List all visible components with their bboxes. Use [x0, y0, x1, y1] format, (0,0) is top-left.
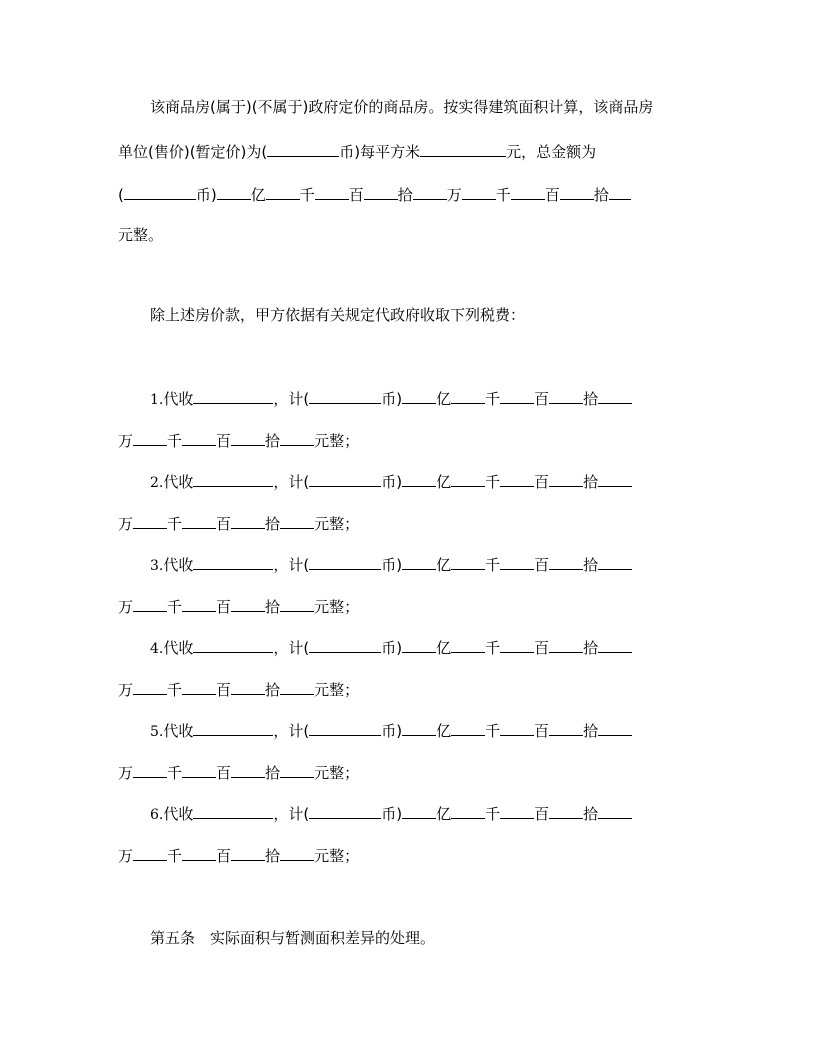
amount-blank[interactable] — [182, 429, 216, 446]
amount-blank[interactable] — [598, 636, 632, 653]
amount-blank[interactable] — [280, 844, 314, 861]
price-paragraph-line-3: ( 币) 亿 千 百 拾 万 千 百 拾 — [118, 183, 631, 205]
amount-blank[interactable] — [549, 802, 583, 819]
tax-name-blank[interactable] — [193, 802, 273, 819]
amount-blank[interactable] — [266, 183, 300, 200]
amount-blank[interactable] — [462, 183, 496, 200]
amount-blank[interactable] — [451, 636, 485, 653]
currency-blank[interactable] — [309, 553, 381, 570]
amount-blank[interactable] — [231, 844, 265, 861]
amount-blank[interactable] — [560, 183, 594, 200]
amount-blank[interactable] — [231, 761, 265, 778]
amount-blank[interactable] — [231, 512, 265, 529]
amount-blank[interactable] — [549, 470, 583, 487]
amount-blank[interactable] — [402, 719, 436, 736]
amount-blank[interactable] — [500, 553, 534, 570]
amount-blank[interactable] — [609, 183, 631, 200]
tax-item-number: 5. — [150, 724, 164, 740]
tax-name-blank[interactable] — [193, 553, 273, 570]
tax-item-line-1: 3.代收 ，计( 币) 亿 千 百 拾 — [150, 553, 632, 576]
amount-blank[interactable] — [500, 636, 534, 653]
amount-blank[interactable] — [402, 387, 436, 404]
amount-blank[interactable] — [231, 678, 265, 695]
amount-blank[interactable] — [182, 844, 216, 861]
unit-price-blank[interactable] — [420, 140, 506, 157]
amount-blank[interactable] — [315, 183, 349, 200]
amount-blank[interactable] — [598, 719, 632, 736]
amount-blank[interactable] — [280, 429, 314, 446]
amount-blank[interactable] — [598, 802, 632, 819]
amount-blank[interactable] — [133, 595, 167, 612]
currency-blank[interactable] — [309, 470, 381, 487]
amount-blank[interactable] — [364, 183, 398, 200]
tax-item-line-2: 万 千 百 拾 元整； — [118, 678, 359, 700]
tax-item-line-2: 万 千 百 拾 元整； — [118, 429, 359, 451]
amount-blank[interactable] — [280, 512, 314, 529]
amount-blank[interactable] — [182, 595, 216, 612]
tax-item-line-2: 万 千 百 拾 元整； — [118, 844, 359, 866]
amount-blank[interactable] — [182, 761, 216, 778]
amount-blank[interactable] — [133, 429, 167, 446]
amount-blank[interactable] — [280, 761, 314, 778]
amount-blank[interactable] — [451, 387, 485, 404]
tax-item-line-2: 万 千 百 拾 元整； — [118, 512, 359, 534]
amount-blank[interactable] — [133, 844, 167, 861]
amount-blank[interactable] — [451, 553, 485, 570]
amount-blank[interactable] — [133, 512, 167, 529]
tax-item-line-2: 万 千 百 拾 元整； — [118, 595, 359, 617]
tax-item-number: 3. — [150, 558, 164, 574]
tax-item-number: 1. — [150, 392, 164, 408]
amount-blank[interactable] — [549, 719, 583, 736]
currency-blank[interactable] — [309, 719, 381, 736]
tax-item-number: 2. — [150, 475, 164, 491]
amount-blank[interactable] — [598, 470, 632, 487]
tax-name-blank[interactable] — [193, 470, 273, 487]
amount-blank[interactable] — [451, 802, 485, 819]
amount-blank[interactable] — [402, 636, 436, 653]
tax-item-line-1: 2.代收 ，计( 币) 亿 千 百 拾 — [150, 470, 632, 493]
amount-blank[interactable] — [549, 636, 583, 653]
tax-name-blank[interactable] — [193, 387, 273, 404]
amount-blank[interactable] — [217, 183, 251, 200]
amount-blank[interactable] — [133, 761, 167, 778]
amount-blank[interactable] — [598, 387, 632, 404]
amount-blank[interactable] — [182, 678, 216, 695]
tax-item-line-1: 5.代收 ，计( 币) 亿 千 百 拾 — [150, 719, 632, 742]
amount-blank[interactable] — [500, 719, 534, 736]
tax-item-number: 4. — [150, 641, 164, 657]
currency-blank[interactable] — [309, 802, 381, 819]
amount-blank[interactable] — [280, 678, 314, 695]
amount-blank[interactable] — [451, 719, 485, 736]
amount-blank[interactable] — [402, 470, 436, 487]
amount-blank[interactable] — [500, 387, 534, 404]
article-heading: 第五条 实际面积与暂测面积差异的处理。 — [150, 929, 436, 947]
tax-name-blank[interactable] — [193, 719, 273, 736]
amount-blank[interactable] — [549, 553, 583, 570]
currency-blank[interactable] — [124, 183, 196, 200]
price-paragraph-line-1: 该商品房(属于)(不属于)政府定价的商品房。按实得建筑面积计算，该商品房 — [150, 98, 654, 116]
tax-name-blank[interactable] — [193, 636, 273, 653]
amount-blank[interactable] — [451, 470, 485, 487]
currency-blank[interactable] — [309, 387, 381, 404]
tax-item-line-1: 1.代收 ，计( 币) 亿 千 百 拾 — [150, 387, 632, 410]
amount-blank[interactable] — [231, 595, 265, 612]
tax-intro: 除上述房价款，甲方依据有关规定代政府收取下列税费： — [150, 306, 526, 324]
amount-blank[interactable] — [402, 802, 436, 819]
amount-blank[interactable] — [133, 678, 167, 695]
amount-blank[interactable] — [500, 802, 534, 819]
price-paragraph-line-4: 元整。 — [118, 226, 164, 244]
tax-item-line-2: 万 千 百 拾 元整； — [118, 761, 359, 783]
price-paragraph-line-2: 单位(售价)(暂定价)为( 币)每平方米 元，总金额为 — [118, 140, 596, 162]
amount-blank[interactable] — [231, 429, 265, 446]
amount-blank[interactable] — [500, 470, 534, 487]
amount-blank[interactable] — [280, 595, 314, 612]
amount-blank[interactable] — [413, 183, 447, 200]
currency-blank[interactable] — [309, 636, 381, 653]
currency-blank[interactable] — [267, 140, 339, 157]
amount-blank[interactable] — [182, 512, 216, 529]
tax-item-line-1: 6.代收 ，计( 币) 亿 千 百 拾 — [150, 802, 632, 825]
tax-item-line-1: 4.代收 ，计( 币) 亿 千 百 拾 — [150, 636, 632, 659]
amount-blank[interactable] — [511, 183, 545, 200]
amount-blank[interactable] — [402, 553, 436, 570]
amount-blank[interactable] — [549, 387, 583, 404]
tax-item-number: 6. — [150, 807, 164, 823]
amount-blank[interactable] — [598, 553, 632, 570]
